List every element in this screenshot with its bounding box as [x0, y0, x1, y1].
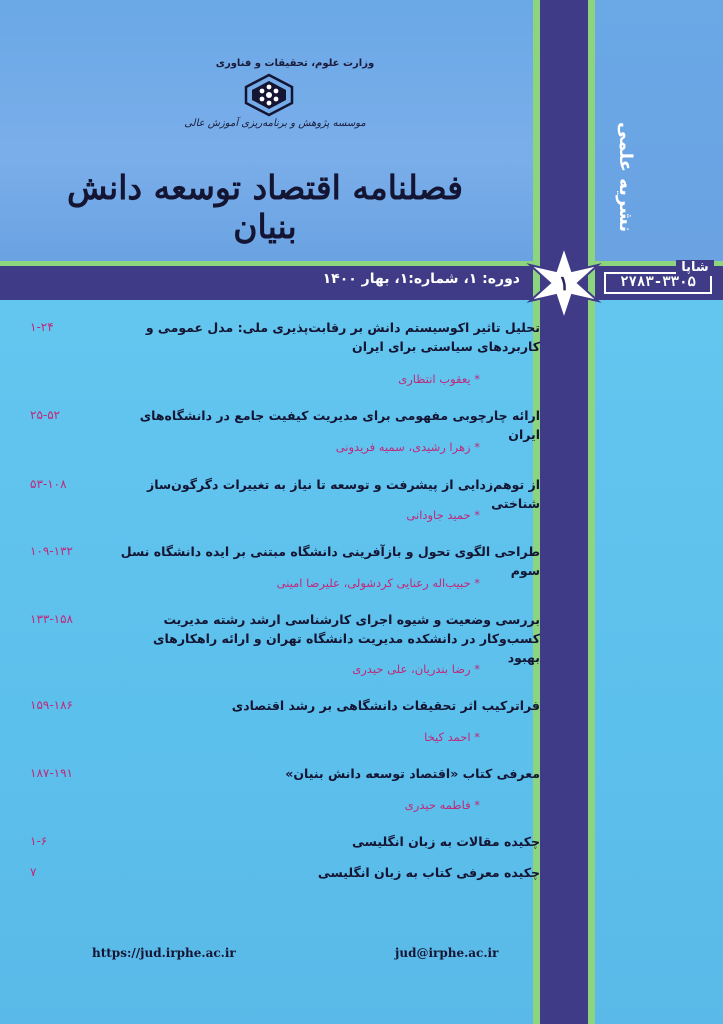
toc-entry-pages: ۱-۶ [30, 834, 48, 848]
toc-entry-title[interactable]: معرفی کتاب «اقتصاد توسعه دانش بنیان» [285, 766, 540, 781]
toc-entry-author: * زهرا رشیدی، سمیه فریدونی [335, 440, 480, 454]
toc-entry-author: * رضا بندریان، علی حیدری [352, 662, 480, 676]
toc-entry-pages: ۱۸۷-۱۹۱ [30, 766, 74, 780]
toc-entry-pages: ۱-۲۴ [30, 320, 54, 334]
toc-entry-pages: ۱۵۹-۱۸۶ [30, 698, 74, 712]
journal-type-label: نشریه علمی [615, 121, 636, 233]
toc-entry-pages: ۱۳۳-۱۵۸ [30, 612, 74, 626]
toc-entry-pages: ۵۳-۱۰۸ [30, 477, 67, 491]
issue-info: دوره: ۱، شماره:۱، بهار ۱۴۰۰ [322, 271, 520, 287]
toc-entry-author: * یعقوب انتظاری [398, 372, 480, 386]
issue-number: ۱ [558, 271, 570, 295]
toc-entry-title[interactable]: فراترکیب اثر تحقیقات دانشگاهی بر رشد اقتصادی [231, 698, 540, 713]
toc-entry-pages: ۱۰۹-۱۳۲ [30, 544, 74, 558]
vertical-stripe-center [540, 0, 588, 1024]
toc-entry-title[interactable]: تحلیل تاثیر اکوسیستم دانش بر رقابت‌پذیری ملی: مدل عمومی و کاربردهای سیاستی برای ایران [145, 320, 540, 354]
toc-entry-author: * فاطمه حیدری [404, 798, 480, 812]
vertical-stripe-right [588, 0, 595, 1024]
institute-name: موسسه پژوهش و برنامه‌ریزی آموزش عالی [184, 118, 366, 129]
toc-entry-title[interactable]: ارائه چارچوبی مفهومی برای مدیریت کیفیت جامع در دانشگاه‌های ایران [139, 408, 540, 442]
institute-logo-icon [243, 73, 295, 117]
ministry-name: وزارت علوم، تحقیقات و فناوری [215, 58, 375, 69]
issn-label: شاپا [676, 260, 714, 276]
toc-entry-author: * احمد کیخا [424, 730, 480, 744]
toc-entry-title[interactable]: بررسی وضعیت و شیوه اجرای کارشناسی ارشد رشته مدیریت کسب‌وکار در دانشکده مدیریت دانشگاه تهران و ارائه راهکارهای بهبود [153, 612, 540, 665]
toc-entry-title[interactable]: چکیده معرفی کتاب به زبان انگلیسی [317, 865, 540, 880]
toc-entry-title[interactable]: طراحی الگوی تحول و بازآفرینی دانشگاه مبتنی بر ایده دانشگاه نسل سوم [120, 544, 540, 578]
journal-title: فصلنامه اقتصاد توسعه دانش بنیان [66, 168, 464, 246]
toc-entry-pages: ۲۵-۵۲ [30, 408, 61, 422]
toc-entry-pages: ۷ [30, 865, 37, 879]
issn-number: ۲۷۸۳-۳۳۰۵ [620, 274, 696, 290]
toc-entry-title[interactable]: چکیده مقالات به زبان انگلیسی [351, 834, 540, 849]
toc-entry-title[interactable]: از توهم‌زدایی از پیشرفت و توسعه تا نیاز به تغییرات دگرگون‌ساز شناختی [147, 477, 540, 511]
email-link[interactable]: jud@irphe.ac.ir [395, 946, 499, 960]
toc-entry-author: * حبیب‌اله رعنایی کردشولی، علیرضا امینی [276, 576, 480, 590]
toc-entry-author: * حمید جاودانی [406, 508, 480, 522]
website-link[interactable]: https://jud.irphe.ac.ir [92, 946, 236, 960]
